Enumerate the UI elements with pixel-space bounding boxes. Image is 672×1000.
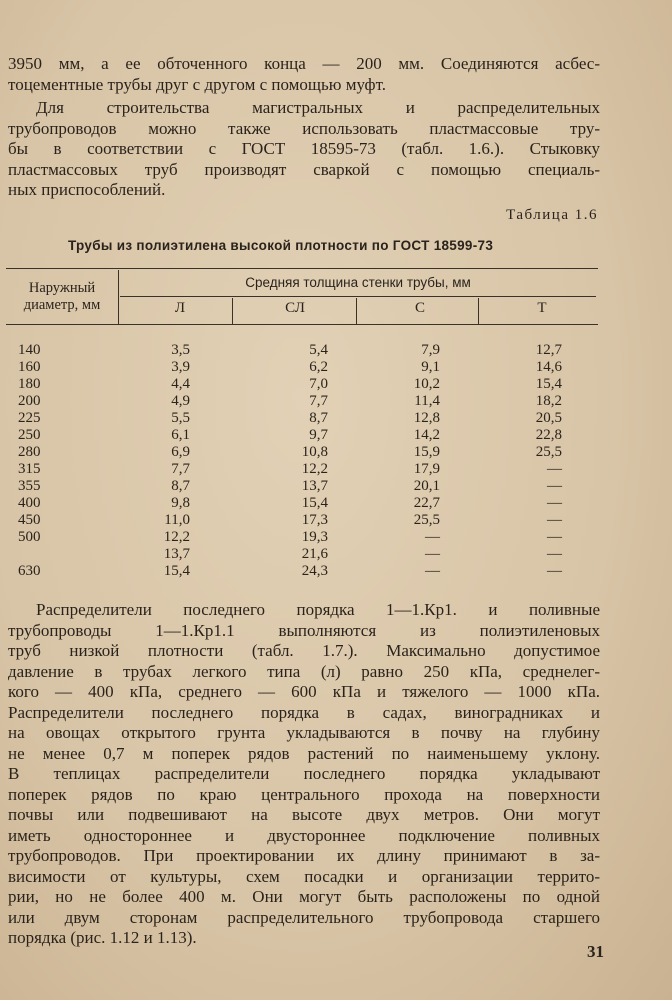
thickness-cell: 20,5 xyxy=(535,410,562,426)
thickness-cell: 4,9 xyxy=(171,393,190,409)
diameter-cell: 200 xyxy=(18,393,41,409)
thickness-cell: — xyxy=(547,461,562,477)
table-column-divider xyxy=(478,298,479,324)
thickness-cell: 12,8 xyxy=(413,410,440,426)
thickness-cell: 5,4 xyxy=(309,342,328,358)
thickness-cell: 21,6 xyxy=(301,546,328,562)
table-reference: Таблица 1.6 xyxy=(506,207,598,223)
thickness-cell: 6,9 xyxy=(171,444,190,460)
thickness-cell: 13,7 xyxy=(301,478,328,494)
thickness-cell: 12,2 xyxy=(301,461,328,477)
thickness-cell: 17,3 xyxy=(301,512,328,528)
thickness-cell: 9,8 xyxy=(171,495,190,511)
diameter-cell: 315 xyxy=(18,461,41,477)
text-line: тоцементные трубы друг с другом с помощью муфт. xyxy=(8,74,386,94)
page-number: 31 xyxy=(587,942,604,961)
thickness-cell: 8,7 xyxy=(171,478,190,494)
diameter-cell: 355 xyxy=(18,478,41,494)
thickness-cell: 7,7 xyxy=(309,393,328,409)
text-line: Распределители последнего порядка в садах, виноградниках и xyxy=(8,702,600,722)
text-line: трубопроводов. При проектировании их длину принимают в за- xyxy=(8,846,600,865)
thickness-cell: 22,8 xyxy=(535,427,562,443)
text-line: ных приспособлений. xyxy=(8,180,166,199)
diameter-cell: 630 xyxy=(18,563,41,579)
thickness-cell: 7,0 xyxy=(309,376,328,392)
text-line: кого — 400 кПа, среднего — 600 кПа и тяжелого — 1000 кПа. xyxy=(8,682,600,701)
thickness-cell: — xyxy=(547,563,562,579)
thickness-cell: 6,2 xyxy=(309,359,328,375)
text-line: иметь одностороннее и двустороннее подключение поливных xyxy=(8,825,600,845)
text-line: Распределители последнего порядка 1—1.Кр1. и поливные xyxy=(36,600,600,619)
diameter-cell: 400 xyxy=(18,495,41,511)
thickness-cell: 5,5 xyxy=(171,410,190,426)
table-column-divider xyxy=(118,270,119,324)
subheader-t: Т xyxy=(537,300,547,316)
table-header-rule xyxy=(120,296,596,297)
text-line: бы в соответствии с ГОСТ 18595-73 (табл. 1.6.). Стыковку xyxy=(8,139,600,158)
table-top-rule xyxy=(6,268,598,269)
diameter-cell: 180 xyxy=(18,376,41,392)
thickness-cell: — xyxy=(547,546,562,562)
diameter-cell: 450 xyxy=(18,512,41,528)
thickness-cell: 3,9 xyxy=(171,359,190,375)
thickness-cell: 14,6 xyxy=(535,359,562,375)
thickness-cell: 14,2 xyxy=(413,427,440,443)
thickness-cell: 9,1 xyxy=(421,359,440,375)
subheader-s: С xyxy=(414,300,425,316)
thickness-cell: 3,5 xyxy=(171,342,190,358)
thickness-cell: 25,5 xyxy=(413,512,440,528)
header-line: Наружный xyxy=(28,280,96,296)
thickness-cell: — xyxy=(425,529,440,545)
text-line: почвы или подвешивают на высоте двух метров. Они могут xyxy=(8,805,600,824)
diameter-cell: 500 xyxy=(18,529,41,545)
thickness-cell: 12,2 xyxy=(163,529,190,545)
text-line: трубопроводы 1—1.Кр1.1 выполняются из полиэтиленовых xyxy=(8,620,600,640)
subheader-sl: СЛ xyxy=(285,300,305,316)
table-column-divider xyxy=(356,298,357,324)
diameter-cell: 225 xyxy=(18,410,41,426)
diameter-column-header xyxy=(12,280,112,314)
thickness-cell: 6,1 xyxy=(171,427,190,443)
text-line: не менее 0,7 м поперек рядов растений по наименьшему уклону. xyxy=(8,743,600,763)
main-paragraph xyxy=(8,600,600,949)
diameter-cell: 250 xyxy=(18,427,41,443)
text-line: 3950 мм, а ее обточенного конца — 200 мм. Соединяются асбес- xyxy=(8,54,600,73)
thickness-cell: 11,0 xyxy=(164,512,190,528)
thickness-cell: 25,5 xyxy=(535,444,562,460)
thickness-cell: 15,4 xyxy=(301,495,328,511)
thickness-cell: — xyxy=(425,563,440,579)
text-line: на овощах открытого грунта укладываются в почву на глубину xyxy=(8,723,600,742)
text-line: или двум сторонам распределительного трубопровода старшего xyxy=(8,907,600,927)
diameter-cell: 140 xyxy=(18,342,41,358)
text-line: Для строительства магистральных и распределительных xyxy=(36,98,600,117)
diameter-cell: 280 xyxy=(18,444,41,460)
thickness-cell: — xyxy=(547,529,562,545)
text-line: висимости от культуры, схем посадки и организации террито- xyxy=(8,866,600,886)
intro-paragraph-2 xyxy=(8,98,600,201)
thickness-cell: 7,7 xyxy=(171,461,190,477)
table-header-bottom-rule xyxy=(6,324,598,325)
thickness-cell: 18,2 xyxy=(535,393,562,409)
thickness-cell: 15,9 xyxy=(413,444,440,460)
thickness-cell: 10,2 xyxy=(413,376,440,392)
thickness-cell: 20,1 xyxy=(413,478,440,494)
thickness-cell: 15,4 xyxy=(535,376,562,392)
header-line: диаметр, мм xyxy=(23,297,101,313)
table-column-divider xyxy=(232,298,233,324)
wall-thickness-header: Средняя толщина стенки трубы, мм xyxy=(245,275,471,290)
text-line: труб низкой плотности (табл. 1.7.). Максимально допустимое xyxy=(8,641,600,660)
subheader-l: Л xyxy=(174,300,186,316)
thickness-cell: 15,4 xyxy=(163,563,190,579)
thickness-cell: 4,4 xyxy=(171,376,190,392)
text-line: рии, но не более 400 м. Они могут быть расположены по одной xyxy=(8,887,600,906)
text-line: В теплицах распределители последнего порядка укладывают xyxy=(8,764,600,783)
thickness-cell: 7,9 xyxy=(421,342,440,358)
thickness-cell: 24,3 xyxy=(301,563,328,579)
thickness-cell: 10,8 xyxy=(301,444,328,460)
thickness-cell: 8,7 xyxy=(309,410,328,426)
thickness-cell: 11,4 xyxy=(414,393,440,409)
thickness-cell: 12,7 xyxy=(535,342,562,358)
text-line: давление в трубах легкого типа (л) равно 250 кПа, среднелег- xyxy=(8,661,600,681)
thickness-cell: — xyxy=(547,512,562,528)
text-line: поперек рядов по краю центрального прохода на поверхности xyxy=(8,784,600,804)
text-line: пластмассовых труб производят сваркой с помощью специаль- xyxy=(8,159,600,179)
thickness-cell: 9,7 xyxy=(309,427,328,443)
text-line: порядка (рис. 1.12 и 1.13). xyxy=(8,928,197,947)
thickness-cell: 22,7 xyxy=(413,495,440,511)
table-title: Трубы из полиэтилена высокой плотности по ГОСТ 18599-73 xyxy=(68,238,494,253)
thickness-cell: 13,7 xyxy=(163,546,190,562)
diameter-cell: 160 xyxy=(18,359,41,375)
thickness-cell: — xyxy=(547,495,562,511)
thickness-cell: 17,9 xyxy=(413,461,440,477)
text-line: трубопроводов можно также использовать пластмассовые тру- xyxy=(8,118,600,138)
thickness-cell: — xyxy=(547,478,562,494)
intro-paragraph-1 xyxy=(8,54,600,95)
thickness-cell: 19,3 xyxy=(301,529,328,545)
thickness-cell: — xyxy=(425,546,440,562)
